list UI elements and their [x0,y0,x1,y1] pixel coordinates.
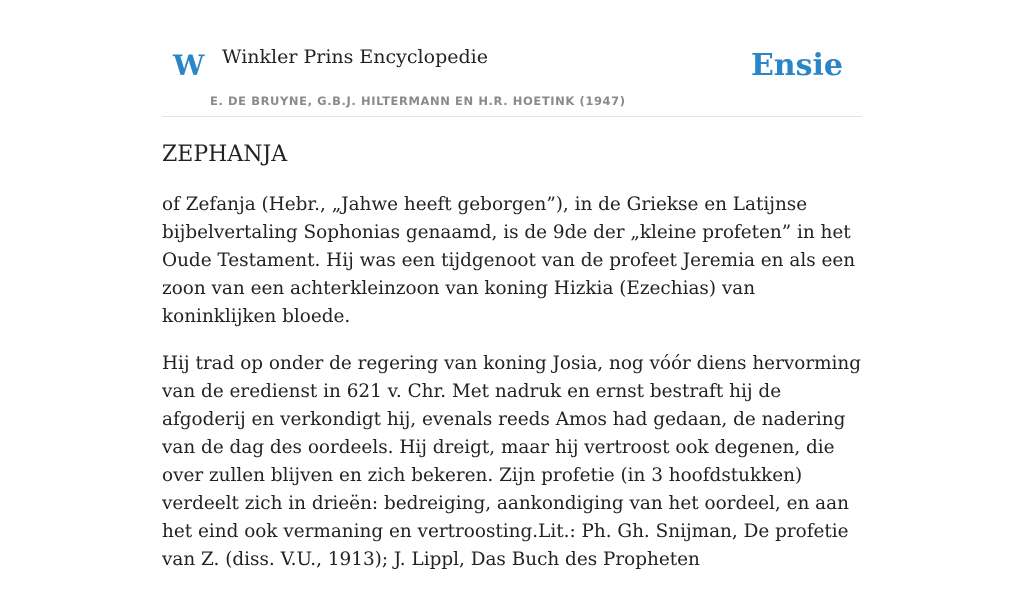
encyclopedia-title[interactable]: Winkler Prins Encyclopedie [222,46,488,68]
article-paragraph: of Zefanja (Hebr., „Jahwe heeft geborgen”), in de Griekse en Latijnse bijbelvertaling Sophonias genaamd, is de 9de der „kleine profeten” in het Oude Testament. Hij was een tijdgenoot van de profeet Jeremia en als een zoon van een achterkleinzoon van koning Hizkia (Ezechias) van koninklijken bloede. [162,194,856,327]
article-paragraph: Hij trad op onder de regering van koning Josia, nog vóór diens hervorming van de eredienst in 621 v. Chr. Met nadruk en ernst bestraft hij de afgoderij en verkondigt hij, evenals reeds Amos had gedaan, de nadering van de dag des oordeels. Hij dreigt, maar hij vertroost ook degenen, die over zullen blijven en zich bekeren. Zijn profetie (in 3 hoofdstukken) verdeelt zich in drieën: bedreiging, aankondiging van het oordeel, en aan het eind ook vermaning en vertroosting.Lit.: Ph. Gh. Snijman, De profetie van Z. (diss. V.U., 1913); J. Lippl, Das Buch des Propheten [162,353,862,570]
encyclopedia-logo[interactable]: W [173,49,205,82]
ensie-brand-logo[interactable]: Ensie [750,48,843,83]
site-header [162,0,862,117]
article [162,140,862,593]
article-headword: ZEPHANJA [162,142,288,167]
encyclopedia-authors: E. DE BRUYNE, G.B.J. HILTERMANN EN H.R. HOETINK (1947) [210,94,626,108]
